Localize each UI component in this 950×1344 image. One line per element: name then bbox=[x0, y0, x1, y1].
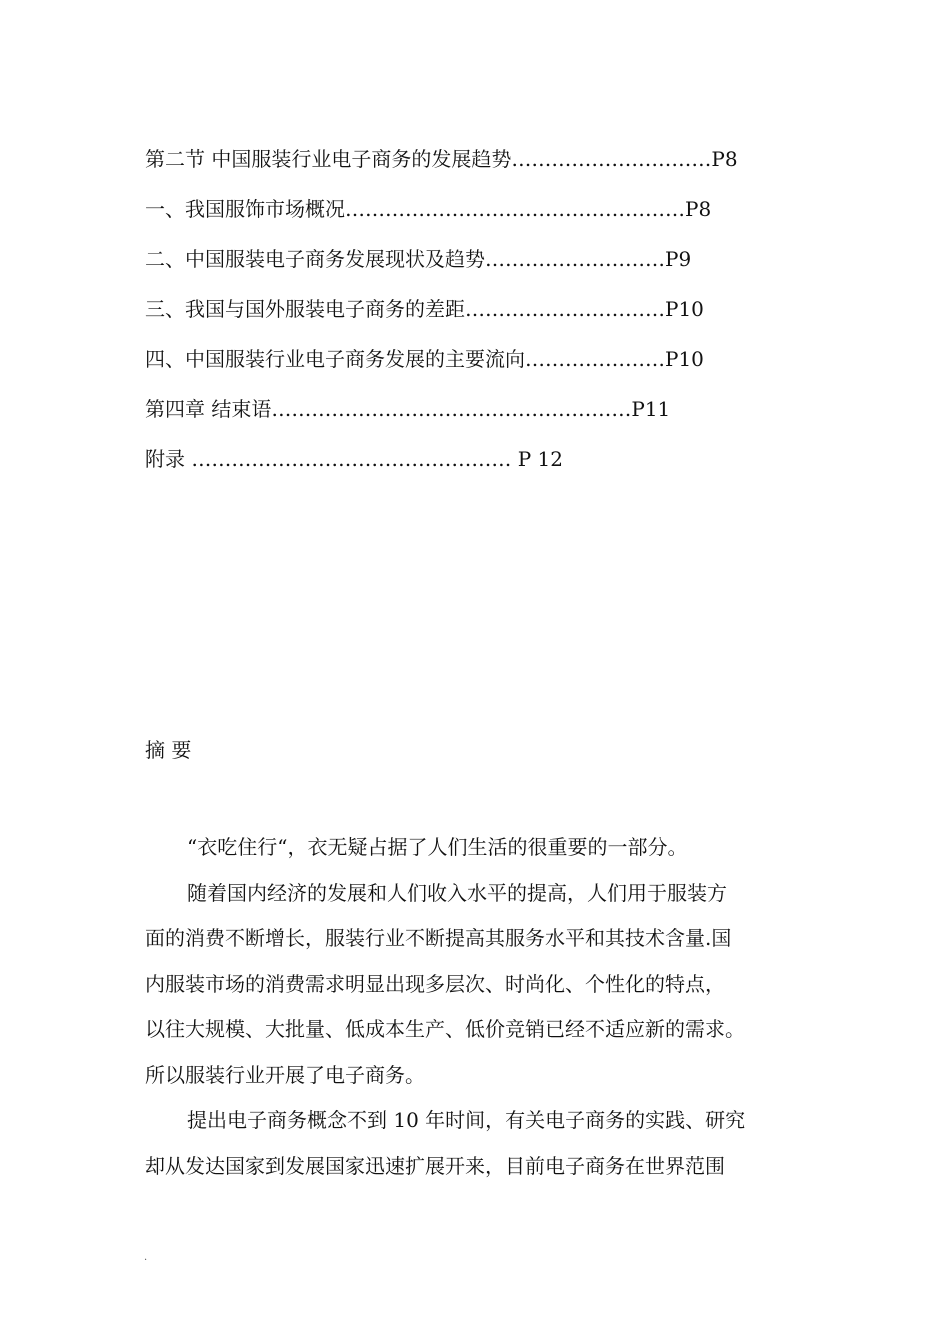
toc-entry-section-2: 第二节 中国服装行业电子商务的发展趋势…………………………P8 bbox=[145, 147, 738, 171]
footer-mark: . bbox=[144, 1252, 148, 1263]
paragraph-line: 随着国内经济的发展和人们收入水平的提高，人们用于服装方 bbox=[187, 880, 727, 905]
paragraph-line: 以往大规模、大批量、低成本生产、低价竞销已经不适应新的需求。 bbox=[145, 1017, 745, 1041]
toc-entry-appendix: 附录 ………………………………………… P 12 bbox=[145, 447, 563, 471]
abstract-heading: 摘 要 bbox=[145, 738, 192, 762]
toc-entry-status-trends: 二、中国服装电子商务发展现状及趋势………………………P9 bbox=[145, 247, 692, 271]
paragraph-line: 面的消费不断增长，服装行业不断提高其服务水平和其技术含量.国 bbox=[145, 926, 732, 950]
toc-entry-market-overview: 一、我国服饰市场概况……………………………………………P8 bbox=[145, 197, 712, 221]
paragraph-line: “衣吃住行“，衣无疑占据了人们生活的很重要的一部分。 bbox=[187, 835, 688, 859]
abstract-body bbox=[145, 825, 825, 1189]
paragraph-line: 提出电子商务概念不到 10 年时间，有关电子商务的实践、研究 bbox=[187, 1108, 746, 1132]
toc-entry-gap-abroad: 三、我国与国外服装电子商务的差距…………………………P10 bbox=[145, 297, 704, 321]
toc-entry-main-directions: 四、中国服装行业电子商务发展的主要流向…………………P10 bbox=[145, 347, 704, 371]
table-of-contents bbox=[145, 134, 825, 484]
paragraph-line: 却从发达国家到发展国家迅速扩展开来，目前电子商务在世界范围 bbox=[145, 1153, 725, 1178]
paragraph-line: 内服装市场的消费需求明显出现多层次、时尚化、个性化的特点， bbox=[145, 971, 725, 996]
toc-entry-chapter-4: 第四章 结束语………………………………………………P11 bbox=[145, 397, 671, 421]
paragraph-line: 所以服装行业开展了电子商务。 bbox=[145, 1062, 425, 1087]
